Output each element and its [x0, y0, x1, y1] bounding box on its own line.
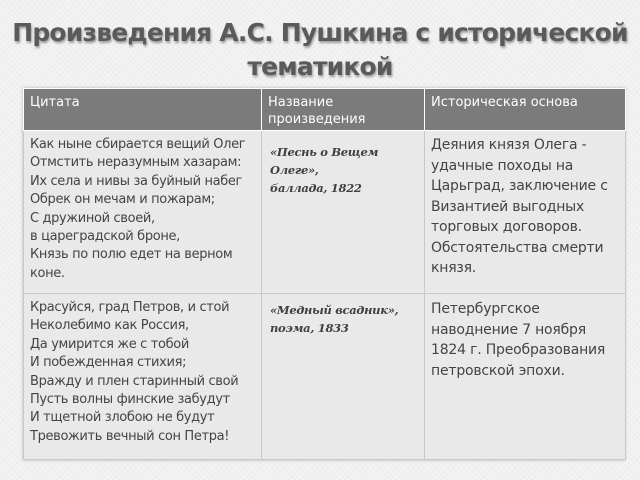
work-genre: поэма, 1833 [270, 321, 349, 335]
header-work: Название произведения [262, 89, 425, 131]
basis-cell [425, 131, 626, 294]
basis-text: Деяния князя Олега - удачные походы на Царьград, заключение с Византией выгодных торговых договоров. Обстоятельства смерти князя. [431, 137, 608, 276]
quote-text: Красуйся, град Петров, и стой Неколебимо как Россия, Да умирится же с тобой И побежденная стихия; Вражду и плен старинный свой Пусть волны финские забудут И тщетной злобою не будут Тревожить вечный сон Петра! [30, 300, 239, 444]
works-table [23, 88, 625, 460]
work-cell [262, 294, 425, 460]
quote-cell [24, 131, 262, 294]
table-row [24, 131, 626, 294]
slide-title-line-1: Произведения А.С. Пушкина с исторической [12, 18, 628, 47]
header-quote: Цитата [24, 89, 262, 131]
table-row [24, 294, 626, 460]
basis-cell [425, 294, 626, 460]
slide-title-line-2: тематикой [247, 52, 393, 81]
quote-cell [24, 294, 262, 460]
quote-text: Как ныне сбирается вещий Олег Отмстить неразумным хазарам: Их села и нивы за буйный набег Обрек он мечам и пожарам; С дружиной своей, в цареградской броне, Князь по полю едет на верном коне. [30, 137, 246, 281]
work-title: «Медный всадник», [270, 303, 399, 317]
work-title: «Песнь о Вещем Олеге», [270, 145, 379, 177]
slide-title [0, 16, 640, 84]
work-cell [262, 131, 425, 294]
basis-text: Петербургское наводнение 7 ноября 1824 г. Преобразования петровской эпохи. [431, 301, 606, 379]
table-header-row [24, 89, 626, 131]
header-basis: Историческая основа [425, 89, 626, 131]
work-genre: баллада, 1822 [270, 181, 362, 195]
